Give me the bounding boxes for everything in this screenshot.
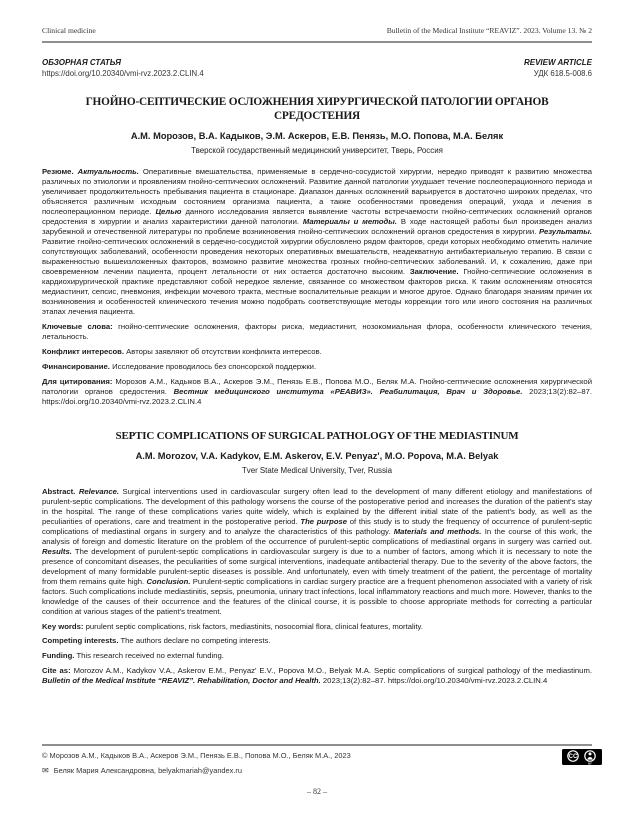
running-head [42, 26, 592, 35]
affiliation-en: Tver State Medical University, Tver, Russia [241, 465, 393, 475]
correspondence-line [42, 766, 592, 777]
article-meta-right [524, 58, 592, 79]
footer-divider [42, 744, 592, 746]
abstract-en: Abstract. Relevance. Surgical interventions used in cardiovascular surgery often lead to the development of many different etiology and manifestations of purulent-septic complications. The development of this pathology worsens the course of the postoperative period and increases the duration of the patient's stay in the hospital. The range of these complications varies quite widely, which is explained by the different initial state of the patient's body, as well as the peculiarities of operations, care and treatment in the postoperative period. The purpose of this study is to study the frequency of occurrence of purulent-septic complications of mediastinal organs in surgery and to analyze the characteristics of this pathology. Materials and methods. In the course of this work, the analysis of foreign and domestic literature on the problem of the occurrence of purulent-septic complications of mediastinal organs in surgery was carried out. Results. The development of purulent-septic complications in cardiovascular surgery is due to a number of factors, among which it is necessary to note the presence of concomitant diseases, the peculiarities of some surgical interventions, inadequate antibacterial therapy. Due to the severity of the above factors, the development of many formidable purulent-septic diseases is possible. And unfortunately, even with timely treatment of the patient, the percentage of mortality from them remains quite high. Conclusion. Purulent-septic complications in cardiac surgery practice are a frequent phenomenon associated with a variety of risk factors. Such complications include mediastinitis, sepsis, pneumonia, urinary tract infections, local inflammatory reactions and much more. However, thanks to the knowledge of the causes of their occurrence and the features of the clinical course, it is possible to choose appropriate methods for correcting a particular condition at various stages of the patient's treatment. [42, 486, 593, 616]
article-meta-left [42, 58, 204, 79]
svg-text:BY: BY [588, 762, 592, 766]
title-en: SEPTIC COMPLICATIONS OF SURGICAL PATHOLOGY OF THE MEDIASTINUM [115, 429, 519, 442]
article-meta [42, 58, 592, 79]
affiliation-ru: Тверской государственный медицинский университет, Тверь, Россия [191, 146, 443, 156]
abstract-ru: Резюме. Актуальность. Оперативные вмешательства, применяемые в сердечно-сосудистой хирургии, нередко приводят к развитию множества различных по этиологии и проявлениям гнойно-септических осложнений. Развитие данной патологии ухудшает течение послеоперационного периода и увеличивает продолжительность пребывания пациента в стационаре. Диапазон данных осложнений варьируется в достаточно широких пределах, что объясняется различным исходным состоянием организма пациента, а также особенностями проведения операций, ухода и лечения в послеоперационном периоде. Целью данного исследования является выявление частоты встречаемости гнойно-септических осложнений органов средостения в хирургии и анализ характеристики данной патологии. Материалы и методы. В ходе настоящей работы был произведен анализ зарубежной и отечественной литературы по проблеме возникновения гнойно-септических осложнений органов средостения в хирургии. Результаты. Развитие гнойно-септических осложнений в сердечно-сосудистой хирургии обусловлено рядом факторов, среди которых необходимо отметить наличие сопутствующих заболеваний, особенности проведения некоторых оперативных вмешательств, неадекватную антибактериальную терапию. В связи с выраженностью вышеизложенных факторов, возможно развитие множества грозных гнойно-септических заболеваний. И, к сожалению, даже при своевременном лечении пациента, процент летальности от них остается достаточно высоким. Заключение. Гнойно-септические осложнения в кардиохирургической практике представляют собой нередкое явление, связанное со множеством факторов риска. К таким осложнениям относятся медиастинит, сепсис, пневмония, инфекции мочевого тракта, местные воспалительные реакции и многое другое. Однако благодаря знаниям причин их возникновения и особенностей клинического течения можно подобрать соответствующие методы коррекции того или иного состояния на различных этапах лечения пациента. [42, 167, 592, 316]
article-type-en: REVIEW ARTICLE [523, 58, 592, 67]
citation-en: Cite as: Morozov A.M., Kadykov V.A., Askerov E.M., Penyaz' E.V., Popova M.O., Belyak M.A. Septic complications of surgical pathology of the mediastinum. Bulletin of the Medical Institute “REAVIZ”. Rehabilitation, Doctor and Health. 2023;13(2):82–87. https://doi.org/10.20340/vmi-rvz.2023.2.CLIN.4 [42, 666, 592, 686]
corresponding-author: Беляк Мария Александровна, [53, 765, 156, 775]
keywords-en: Key words: purulent septic complications, risk factors, mediastinits, nosocomial flora, clinical features, mortality. [42, 621, 423, 631]
svg-text:CC: CC [568, 754, 578, 761]
page-footer [42, 744, 592, 777]
udk-code: УДК 618.5-008.6 [533, 68, 592, 78]
title-ru: ГНОЙНО-СЕПТИЧЕСКИЕ ОСЛОЖНЕНИЯ ХИРУРГИЧЕСКОЙ ПАТОЛОГИИ ОРГАНОВ СРЕДОСТЕНИЯ [85, 96, 549, 122]
page-number: – 82 – [307, 787, 327, 796]
envelope-icon: ✉ [42, 765, 49, 775]
running-head-journal: Bulletin of the Medical Institute “REAVIZ”. 2023. Volume 13. № 2 [386, 26, 592, 35]
corresponding-email[interactable]: belyakmariah@yandex.ru [158, 765, 242, 775]
authors-ru: А.М. Морозов, В.А. Кадыков, Э.М. Аскеров, Е.В. Пенязь, М.О. Попова, М.А. Беляк [130, 131, 504, 142]
citation-ru: Для цитирования: Морозов А.М., Кадыков В.А., Аскеров Э.М., Пенязь Е.В., Попова М.О., Беляк М.А. Гнойно-септические осложнения хирургической патологии органов средостения. Вестник медицинского института «РЕАВИЗ». Реабилитация, Врач и Здоровье. 2023;13(2):82–87. https://doi.org/10.20340/vmi-rvz.2023.2.CLIN.4 [42, 376, 592, 406]
conflict-of-interest-ru: Конфликт интересов. Авторы заявляют об отсутствии конфликта интересов. [42, 346, 322, 356]
keywords-ru: Ключевые слова: гнойно-септические осложнения, факторы риска, медиастинит, нозокомиальная флора, особенности клинического течения, летальность. [42, 321, 592, 341]
page-content [42, 0, 592, 686]
running-head-section: Clinical medicine [42, 26, 96, 35]
funding-en: Funding. This research received no external funding. [42, 651, 224, 661]
article-type-ru: ОБЗОРНАЯ СТАТЬЯ [42, 58, 121, 67]
competing-interests-en: Competing interests. The authors declare no competing interests. [42, 636, 271, 646]
cc-by-license-icon [562, 748, 602, 766]
doi-link[interactable]: https://doi.org/10.20340/vmi-rvz.2023.2.CLIN.4 [42, 68, 204, 78]
authors-en: A.M. Morozov, V.A. Kadykov, E.M. Askerov, E.V. Penyaz', M.O. Popova, M.A. Belyak [135, 450, 499, 461]
copyright-line: © Морозов А.М., Кадыков В.А., Аскеров Э.М., Пенязь Е.В., Попова М.О., Беляк М.А., 2023 [42, 751, 351, 760]
funding-ru: Финансирование. Исследование проводилось без спонсорской поддержки. [42, 361, 317, 371]
header-divider [42, 41, 592, 43]
